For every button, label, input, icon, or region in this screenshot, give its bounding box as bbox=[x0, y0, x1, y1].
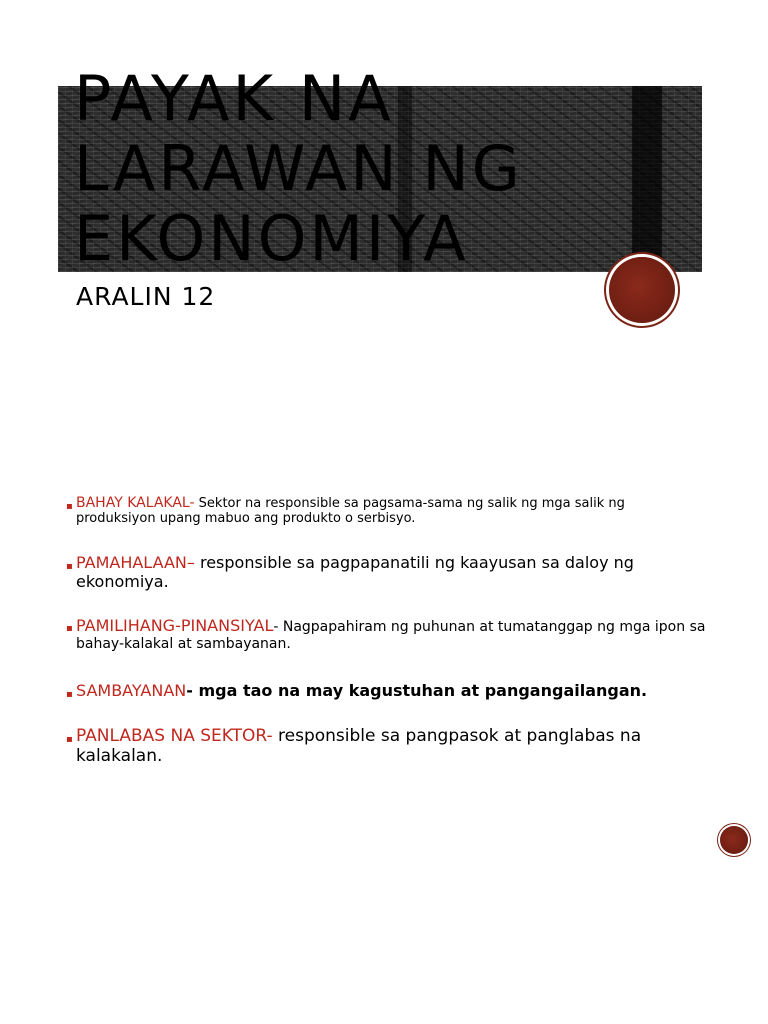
term-label: PAMAHALAAN– bbox=[76, 553, 195, 572]
term-label: PANLABAS NA SEKTOR- bbox=[76, 726, 273, 746]
bullet-icon: ▪ bbox=[66, 623, 73, 634]
decorative-circle-large bbox=[609, 257, 675, 323]
term-label: PAMILIHANG-PINANSIYAL bbox=[76, 616, 274, 635]
term-definition: responsible sa pagpapanatili ng kaayusan sa daloy ng ekonomiya. bbox=[76, 553, 634, 591]
term-definition: - Nagpapahiram ng puhunan at tumatanggap ng mga ipon sa bahay-kalakal at sambayanan. bbox=[76, 619, 706, 652]
list-item bbox=[66, 617, 706, 653]
bullet-icon: ▪ bbox=[66, 501, 73, 512]
slide-subtitle: ARALIN 12 bbox=[76, 282, 216, 311]
list-item bbox=[66, 681, 706, 700]
bullet-icon: ▪ bbox=[66, 734, 73, 745]
term-label: BAHAY KALAKAL- bbox=[76, 495, 195, 511]
bullet-icon: ▪ bbox=[66, 689, 73, 700]
bullet-icon: ▪ bbox=[66, 561, 73, 572]
decorative-circle-small bbox=[720, 826, 748, 854]
banner-stripe bbox=[632, 86, 662, 272]
term-definition: responsible sa pangpasok at panglabas na kalakalan. bbox=[76, 726, 642, 766]
slide-title: PAYAK NA LARAWAN NG EKONOMIYA bbox=[74, 62, 523, 275]
list-item bbox=[66, 553, 706, 591]
list-item bbox=[66, 496, 706, 526]
term-definition: - mga tao na may kagustuhan at pangangailangan. bbox=[186, 681, 648, 700]
term-definition: Sektor na responsible sa pagsama-sama ng salik ng mga salik ng produksiyon upang mabuo ang produkto o serbisyo. bbox=[76, 496, 625, 526]
list-item bbox=[66, 726, 706, 766]
term-label: SAMBAYANAN bbox=[76, 681, 187, 700]
bullet-list bbox=[66, 496, 706, 766]
